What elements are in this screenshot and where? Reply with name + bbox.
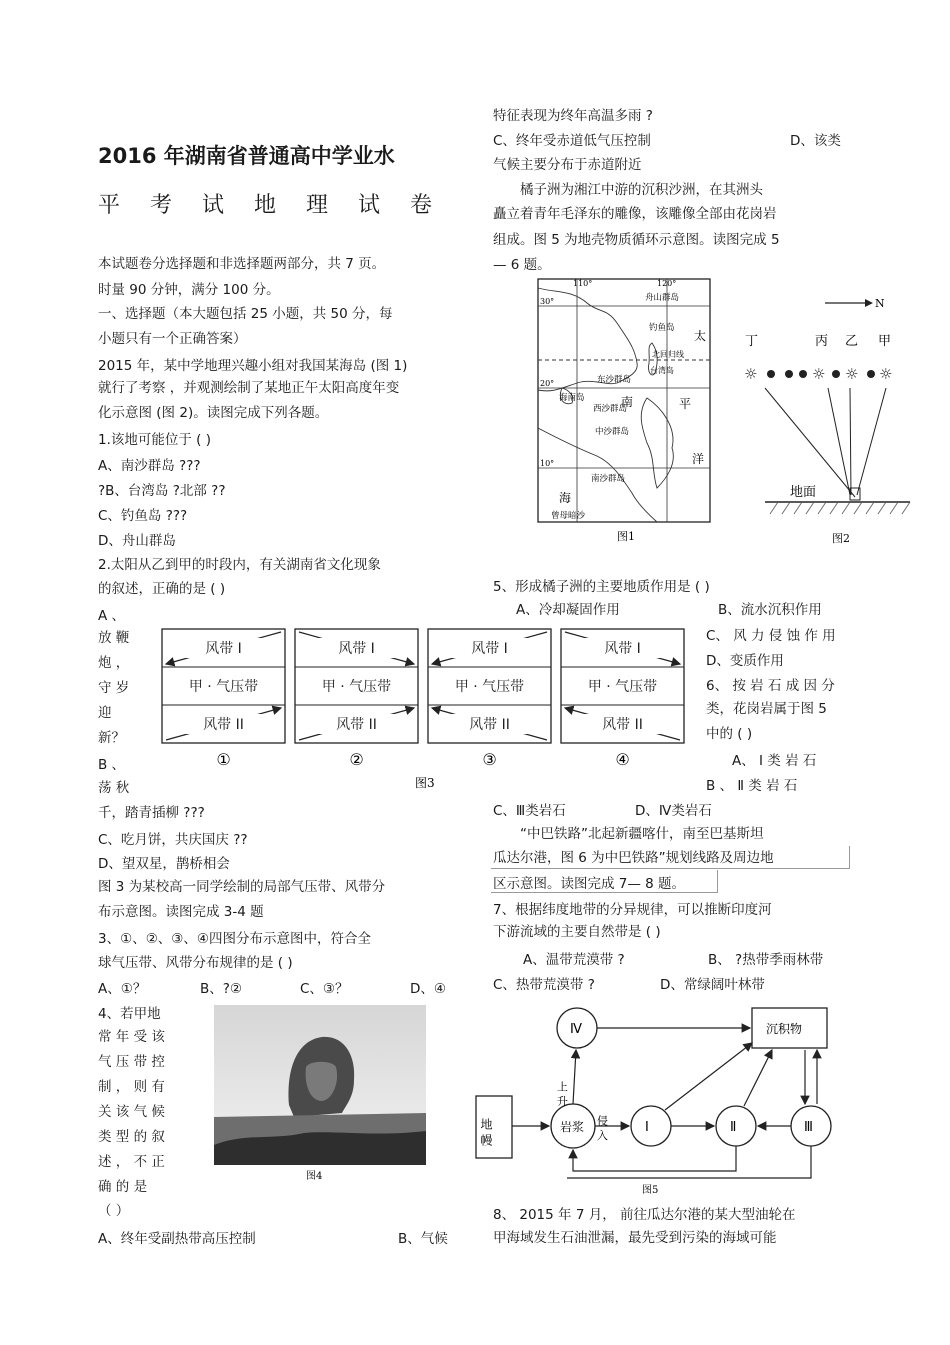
node-label: Ⅱ (730, 1120, 737, 1135)
question-8: 甲海域发生石油泄漏，最先受到污染的海域可能 (493, 1230, 777, 1246)
option: B 、 (98, 757, 126, 773)
question-7: 7、根据纬度地带的分异规律，可以推断印度河 (493, 902, 772, 918)
question-4: 制 ， 则 有 (98, 1079, 165, 1095)
node-I (631, 1106, 671, 1146)
option: B、气候 (398, 1231, 448, 1247)
sun-label: 乙 (845, 334, 859, 349)
map-label: 舟山群岛 (645, 293, 680, 303)
map-label: 台湾岛 (650, 366, 674, 375)
figure-caption: 图3 (415, 776, 435, 790)
option: A、 Ⅰ 类 岩 石 (732, 753, 817, 769)
belt-label: 甲 · 气压带 (454, 679, 525, 695)
option-continued: 特征表现为终年高温多雨 ? (493, 108, 653, 124)
option: D、望双星，鹊桥相会 (98, 856, 230, 872)
option: A、终年受副热带高压控制 (98, 1231, 256, 1247)
text-frame (491, 870, 718, 893)
sun-label: 丁 (745, 334, 759, 349)
exam-title-line2 (98, 188, 458, 216)
question-3: 球气压带、风带分布规律的是 ( ) (98, 955, 293, 971)
figure-1-map (537, 278, 712, 546)
option: C、终年受赤道低气压控制 (493, 133, 651, 149)
option: 荡 秋 (98, 780, 130, 796)
figure-caption: 图5 (642, 1185, 659, 1196)
text-frame (491, 846, 850, 869)
sun-icon: ☼ (845, 365, 859, 383)
map-label: 洋 (692, 452, 705, 466)
map-label: 中沙群岛 (595, 427, 630, 437)
option: B、 ?热带季雨林带 (708, 952, 824, 968)
sun-label: 甲 (878, 334, 892, 349)
title-char: 平 (98, 193, 121, 218)
node-label: Ⅲ (804, 1120, 813, 1135)
figure-5-rock-cycle (472, 1003, 832, 1198)
map-label: 海南岛 (559, 393, 585, 403)
belt-label: 甲 · 气压带 (321, 679, 392, 695)
question-2: 2.太阳从乙到甲的时段内，有关湖南省文化现象 (98, 557, 381, 573)
option: D、④ (410, 981, 446, 997)
map-label: 110° (573, 279, 593, 288)
map-label: 南沙群岛 (591, 474, 626, 484)
map-label: 平 (679, 397, 692, 411)
map-label: 太 (694, 329, 707, 343)
panel-number: ③ (482, 750, 497, 769)
figure-4-statue-photo (214, 1005, 426, 1183)
title-char: 卷 (410, 193, 433, 218)
passage-line: 组成。图 5 为地壳物质循环示意图。读图完成 5 (493, 232, 780, 248)
option: C、热带荒漠带 ? (493, 977, 595, 993)
question-5: 5、形成橘子洲的主要地质作用是 ( ) (493, 579, 710, 595)
section-heading: 小题只有一个正确答案） (98, 331, 247, 347)
option: 新？ (98, 730, 125, 746)
node-label: Ⅳ (570, 1022, 582, 1037)
option: 千，踏青插柳 ??? (98, 805, 205, 821)
flow-label: 上 升 (555, 1081, 569, 1107)
figure-caption: 图4 (306, 1171, 323, 1182)
map-label: 西沙群岛 (593, 404, 628, 414)
option: A、冷却凝固作用 (516, 602, 620, 618)
map-label: 曾母暗沙 (551, 511, 586, 521)
question-4: 述 ， 不 正 (98, 1154, 165, 1170)
option: C、 风 力 侵 蚀 作 用 (706, 628, 836, 644)
option: C、钓鱼岛 ??? (98, 508, 188, 524)
belt-label: 风带 II (203, 717, 244, 733)
map-label: 海 (559, 491, 572, 505)
passage-line: 化示意图 (图 2)。读图完成下列各题。 (98, 405, 329, 421)
option: C、③？ (300, 981, 349, 997)
option: A、温带荒漠带 ? (523, 952, 625, 968)
belt-label: 风带 II (469, 717, 510, 733)
question-6: 6、 按 岩 石 成 因 分 (706, 678, 835, 694)
question-4: 4、若甲地 (98, 1006, 161, 1022)
title-char: 考 (150, 193, 173, 218)
belt-label: 风带 I (338, 641, 375, 657)
title-char: 试 (358, 193, 381, 218)
map-label: 30° (540, 297, 555, 306)
node-label: 沉积物 (766, 1022, 803, 1036)
belt-label: 风带 II (336, 717, 377, 733)
panel-number: ① (216, 750, 231, 769)
option: C、Ⅲ类岩石 (493, 803, 566, 819)
map-label: 10° (540, 459, 555, 468)
question-1: 1.该地可能位于 ( ) (98, 432, 211, 448)
option: 放 鞭 (98, 630, 130, 646)
option: D、舟山群岛 (98, 533, 176, 549)
flow-label: 侵 入 (595, 1115, 609, 1141)
sun-icon: ☼ (879, 365, 893, 383)
panel-number: ④ (615, 750, 630, 769)
intro-line: 本试题卷分选择题和非选择题两部分，共 7 页。 (98, 256, 386, 272)
node-label: Ⅰ (645, 1120, 649, 1135)
map-label: 东沙群岛 (597, 375, 632, 385)
passage-line: — 6 题。 (493, 257, 551, 273)
question-7: 下游流域的主要自然带是 ( ) (493, 924, 661, 940)
belt-label: 风带 I (604, 641, 641, 657)
intro-line: 时量 90 分钟，满分 100 分。 (98, 282, 280, 298)
option: A、①？ (98, 981, 147, 997)
option: D、变质作用 (706, 653, 784, 669)
map-label: 120° (657, 279, 677, 288)
exam-title-line1: 2016 年湖南省普通高中学业水 (98, 144, 395, 168)
panel-number: ② (349, 750, 364, 769)
option: A 、 (98, 608, 126, 624)
question-6: 类，花岗岩属于图 5 (706, 701, 827, 717)
passage-line: 就行了考察 ，并观测绘制了某地正午太阳高度年变 (98, 380, 400, 396)
option: A、南沙群岛 ??? (98, 458, 201, 474)
passage-line: 2015 年，某中学地理兴趣小组对我国某海岛 (图 1) (98, 358, 408, 374)
sun-label: 丙 (815, 334, 829, 349)
map-label: 20° (540, 379, 555, 388)
node-label: 岩浆 (560, 1120, 585, 1134)
option: D、常绿阔叶林带 (660, 977, 765, 993)
option: C、吃月饼，共庆国庆 ?? (98, 832, 248, 848)
question-4: 气 压 带 控 (98, 1054, 165, 1070)
passage-line: 布示意图。读图完成 3-4 题 (98, 904, 264, 920)
passage-line: 橘子洲为湘江中游的沉积沙洲，在其洲头 (520, 182, 763, 198)
option: ?B、台湾岛 ?北部 ?? (98, 483, 226, 499)
question-4: 类 型 的 叙 (98, 1129, 165, 1145)
title-char: 地 (254, 193, 277, 218)
pressure-belt-panel (162, 629, 285, 769)
question-8: 8、 2015 年 7 月， 前往瓜达尔港的某大型油轮在 (493, 1207, 796, 1223)
sun-positions (744, 365, 892, 383)
ground-label: 地面 (790, 485, 817, 500)
question-4: 确 的 是 (98, 1179, 148, 1195)
option: B 、 Ⅱ 类 岩 石 (706, 778, 798, 794)
figure-caption: 图2 (832, 532, 850, 545)
passage-line: 瓜达尔港，图 6 为中巴铁路”规划线路及周边地 (493, 850, 774, 866)
option: 迎 (98, 705, 112, 721)
sun-icon: ☼ (812, 365, 826, 383)
question-4: 关 该 气 候 (98, 1104, 165, 1120)
belt-label: 风带 I (205, 641, 242, 657)
pressure-belt-panel (561, 629, 684, 769)
passage-line: “中巴铁路”北起新疆喀什，南至巴基斯坦 (520, 826, 764, 842)
passage-line: 区示意图。读图完成 7— 8 题。 (493, 876, 686, 892)
question-3: 3、①、②、③、④四图分布示意图中，符合全 (98, 931, 371, 947)
passage-line: 图 3 为某校高一同学绘制的局部气压带、风带分 (98, 879, 386, 895)
section-heading: 一、选择题（本大题包括 25 小题，共 50 分，每 (98, 306, 393, 322)
question-4: （ ） (98, 1203, 130, 1219)
north-arrow-label: N (875, 297, 885, 310)
option-continued: 气候主要分布于赤道附近 (493, 157, 642, 173)
figure-caption: 图1 (617, 530, 635, 543)
node-label: 地 幔 (479, 1118, 493, 1146)
sun-icon: ☼ (744, 365, 758, 383)
option: D、该类 (790, 133, 841, 149)
option: B、?② (200, 981, 243, 997)
map-label: 北回归线 (652, 350, 684, 359)
map-label: 南 (621, 395, 634, 409)
figure-2-sun-angle (740, 290, 915, 548)
option: 炮 ， (98, 655, 130, 671)
question-4: 常 年 受 该 (98, 1029, 165, 1045)
question-6: 中的 ( ) (706, 726, 753, 742)
option: B、流水沉积作用 (718, 602, 822, 618)
belt-label: 风带 II (602, 717, 643, 733)
title-char: 理 (306, 193, 329, 218)
passage-line: 矗立着青年毛泽东的雕像，该雕像全部由花岗岩 (493, 206, 777, 222)
pressure-belt-panel (295, 629, 418, 769)
title-char: 试 (202, 193, 225, 218)
figure-3-pressure-belts (160, 625, 685, 795)
option: D、Ⅳ类岩石 (635, 803, 712, 819)
map-label: 钓鱼岛 (649, 323, 675, 333)
option: 守 岁 (98, 680, 130, 696)
belt-label: 甲 · 气压带 (188, 679, 259, 695)
pressure-belt-panel (428, 629, 551, 769)
belt-label: 风带 I (471, 641, 508, 657)
belt-label: 甲 · 气压带 (587, 679, 658, 695)
question-2: 的叙述，正确的是 ( ) (98, 581, 226, 597)
